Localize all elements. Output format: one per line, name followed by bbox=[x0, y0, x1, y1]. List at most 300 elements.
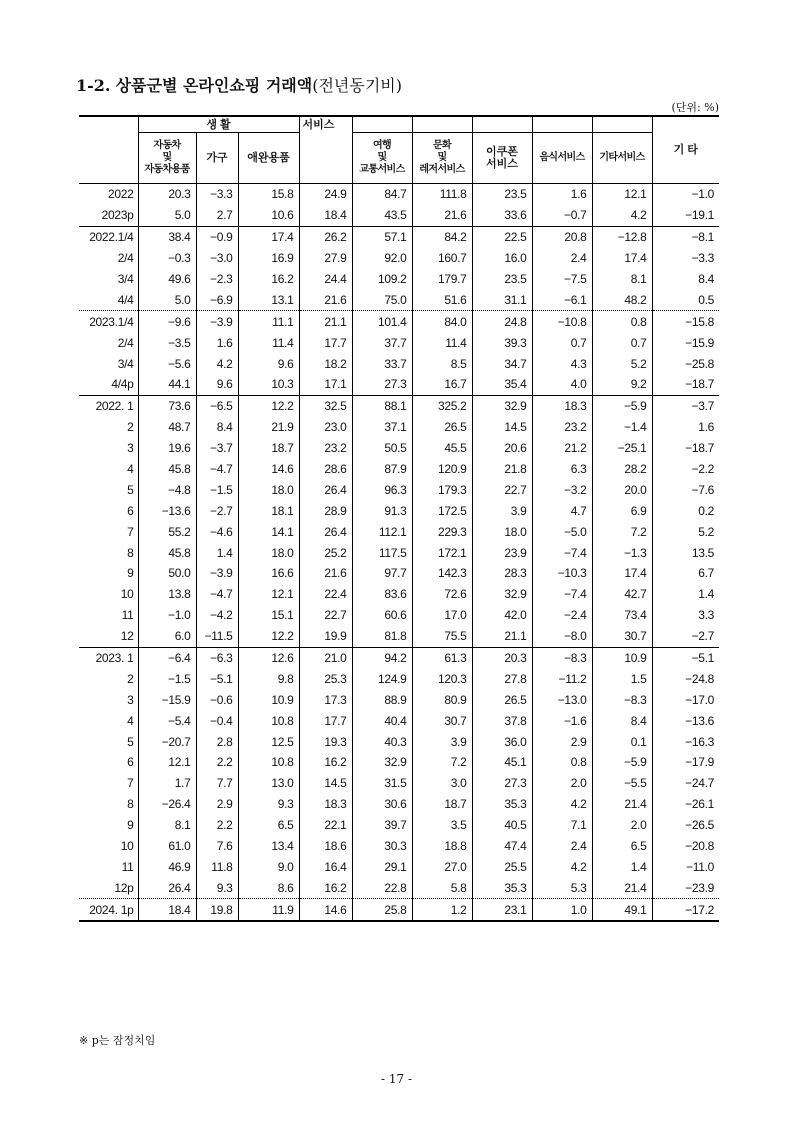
row-label: 10 bbox=[79, 836, 138, 857]
table-cell: 43.5 bbox=[352, 205, 412, 226]
table-cell: 8.4 bbox=[592, 710, 652, 731]
table-cell: 84.7 bbox=[352, 184, 412, 205]
table-cell: −6.3 bbox=[196, 647, 238, 668]
table-row bbox=[79, 731, 719, 752]
table-cell: 16.6 bbox=[238, 563, 299, 584]
table-cell: −25.1 bbox=[592, 438, 652, 459]
table-row bbox=[79, 689, 719, 710]
table-cell: 6.9 bbox=[592, 500, 652, 521]
row-label: 2022. 1 bbox=[79, 395, 138, 416]
table-row bbox=[79, 226, 719, 247]
table-cell: 21.1 bbox=[299, 311, 352, 332]
table-cell: −3.3 bbox=[196, 184, 238, 205]
table-row bbox=[79, 668, 719, 689]
table-cell: 20.0 bbox=[592, 479, 652, 500]
table-cell: 27.0 bbox=[412, 857, 472, 878]
table-cell: 16.2 bbox=[299, 877, 352, 898]
header-ecoupon bbox=[472, 133, 532, 184]
table-cell: −3.0 bbox=[196, 248, 238, 269]
table-cell: 23.0 bbox=[299, 417, 352, 438]
table-cell: 21.8 bbox=[472, 459, 532, 480]
table-cell: 87.9 bbox=[352, 459, 412, 480]
table-cell: 18.0 bbox=[472, 521, 532, 542]
table-cell: 30.7 bbox=[592, 626, 652, 647]
table-cell: 88.9 bbox=[352, 689, 412, 710]
table-cell: 26.5 bbox=[472, 689, 532, 710]
table-cell: 31.5 bbox=[352, 773, 412, 794]
table-cell: −5.5 bbox=[592, 773, 652, 794]
table-cell: 8.5 bbox=[412, 353, 472, 374]
table-cell: 23.1 bbox=[472, 899, 532, 921]
header-culture-line1: 문화 bbox=[432, 140, 452, 151]
table-cell: 45.8 bbox=[138, 542, 196, 563]
table-cell: 10.8 bbox=[238, 710, 299, 731]
table-cell: 13.8 bbox=[138, 584, 196, 605]
table-cell: −3.7 bbox=[652, 395, 719, 416]
table-cell: −4.7 bbox=[196, 584, 238, 605]
table-cell: −24.7 bbox=[652, 773, 719, 794]
table-cell: 172.5 bbox=[412, 500, 472, 521]
table-row bbox=[79, 773, 719, 794]
table-cell: −7.6 bbox=[652, 479, 719, 500]
table-cell: 49.6 bbox=[138, 269, 196, 290]
table-cell: 13.4 bbox=[238, 836, 299, 857]
row-label: 3/4 bbox=[79, 353, 138, 374]
table-cell: 3.0 bbox=[412, 773, 472, 794]
table-row bbox=[79, 248, 719, 269]
table-row bbox=[79, 438, 719, 459]
row-label: 7 bbox=[79, 521, 138, 542]
row-label: 12 bbox=[79, 626, 138, 647]
table-cell: 124.9 bbox=[352, 668, 412, 689]
table-cell: −15.9 bbox=[652, 332, 719, 353]
table-cell: 5.2 bbox=[652, 521, 719, 542]
table-cell: −10.3 bbox=[532, 563, 592, 584]
table-cell: 14.6 bbox=[238, 459, 299, 480]
table-cell: 25.2 bbox=[299, 542, 352, 563]
header-otherservice: 기타서비스 bbox=[592, 133, 652, 184]
table-cell: 45.8 bbox=[138, 459, 196, 480]
table-row bbox=[79, 563, 719, 584]
table-cell: −16.3 bbox=[652, 731, 719, 752]
table-cell: 1.4 bbox=[652, 584, 719, 605]
table-cell: 7.7 bbox=[196, 773, 238, 794]
table-cell: 16.2 bbox=[299, 752, 352, 773]
table-cell: −3.3 bbox=[652, 248, 719, 269]
table-cell: 51.6 bbox=[412, 289, 472, 310]
table-cell: −2.7 bbox=[196, 500, 238, 521]
row-label: 2023. 1 bbox=[79, 647, 138, 668]
table-cell: −15.8 bbox=[652, 311, 719, 332]
table-row bbox=[79, 794, 719, 815]
table-cell: 229.3 bbox=[412, 521, 472, 542]
table-cell: −20.8 bbox=[652, 836, 719, 857]
table-cell: 14.5 bbox=[299, 773, 352, 794]
table-cell: 8.4 bbox=[196, 417, 238, 438]
table-cell: −2.2 bbox=[652, 459, 719, 480]
row-label: 2/4 bbox=[79, 332, 138, 353]
table-cell: 35.3 bbox=[472, 877, 532, 898]
row-label: 4/4p bbox=[79, 374, 138, 395]
header-travel bbox=[352, 133, 412, 184]
row-label: 5 bbox=[79, 479, 138, 500]
table-cell: 15.8 bbox=[238, 184, 299, 205]
table-cell: 9.6 bbox=[196, 374, 238, 395]
table-cell: 14.1 bbox=[238, 521, 299, 542]
header-service-span-2 bbox=[412, 116, 472, 133]
table-cell: 19.3 bbox=[299, 731, 352, 752]
table-cell: −8.3 bbox=[532, 647, 592, 668]
table-cell: 30.7 bbox=[412, 710, 472, 731]
row-label: 4/4 bbox=[79, 289, 138, 310]
table-cell: 28.2 bbox=[592, 459, 652, 480]
table-cell: 2.9 bbox=[196, 794, 238, 815]
table-cell: 40.4 bbox=[352, 710, 412, 731]
table-row bbox=[79, 647, 719, 668]
table-row bbox=[79, 332, 719, 353]
table-cell: 21.6 bbox=[299, 289, 352, 310]
table-cell: 80.9 bbox=[412, 689, 472, 710]
table-cell: −26.1 bbox=[652, 794, 719, 815]
table-cell: −1.4 bbox=[592, 417, 652, 438]
table-cell: 18.0 bbox=[238, 542, 299, 563]
table-row bbox=[79, 289, 719, 310]
table-cell: −5.0 bbox=[532, 521, 592, 542]
table-cell: 13.0 bbox=[238, 773, 299, 794]
table-cell: 32.5 bbox=[299, 395, 352, 416]
row-label: 3 bbox=[79, 689, 138, 710]
table-cell: 9.6 bbox=[238, 353, 299, 374]
table-cell: 17.4 bbox=[592, 248, 652, 269]
table-cell: 16.0 bbox=[472, 248, 532, 269]
table-cell: −2.7 bbox=[652, 626, 719, 647]
table-cell: −5.9 bbox=[592, 395, 652, 416]
table-cell: 31.1 bbox=[472, 289, 532, 310]
table-cell: 10.9 bbox=[592, 647, 652, 668]
table-cell: 73.6 bbox=[138, 395, 196, 416]
table-cell: 40.3 bbox=[352, 731, 412, 752]
table-cell: 18.1 bbox=[238, 500, 299, 521]
table-cell: 39.7 bbox=[352, 815, 412, 836]
table-cell: 28.6 bbox=[299, 459, 352, 480]
table-cell: −1.6 bbox=[532, 710, 592, 731]
table-row bbox=[79, 836, 719, 857]
table-cell: −7.5 bbox=[532, 269, 592, 290]
table-cell: −15.9 bbox=[138, 689, 196, 710]
table-cell: −7.4 bbox=[532, 542, 592, 563]
table-cell: 12.2 bbox=[238, 626, 299, 647]
table-cell: −6.5 bbox=[196, 395, 238, 416]
table-cell: 17.4 bbox=[592, 563, 652, 584]
header-culture bbox=[412, 133, 472, 184]
table-cell: −6.9 bbox=[196, 289, 238, 310]
table-cell: 37.7 bbox=[352, 332, 412, 353]
table-cell: 40.5 bbox=[472, 815, 532, 836]
table-cell: 5.2 bbox=[592, 353, 652, 374]
table-cell: 55.2 bbox=[138, 521, 196, 542]
table-cell: 120.9 bbox=[412, 459, 472, 480]
table-cell: 24.4 bbox=[299, 269, 352, 290]
table-cell: −3.9 bbox=[196, 563, 238, 584]
table-cell: 92.0 bbox=[352, 248, 412, 269]
table-row bbox=[79, 877, 719, 898]
table-cell: 17.0 bbox=[412, 605, 472, 626]
table-cell: 4.2 bbox=[592, 205, 652, 226]
table-cell: 60.6 bbox=[352, 605, 412, 626]
header-pet: 애완용품 bbox=[238, 133, 299, 184]
table-cell: 48.2 bbox=[592, 289, 652, 310]
table-row bbox=[79, 205, 719, 226]
row-label: 6 bbox=[79, 500, 138, 521]
table-cell: 22.5 bbox=[472, 226, 532, 247]
table-cell: 112.1 bbox=[352, 521, 412, 542]
table-cell: 325.2 bbox=[412, 395, 472, 416]
table-cell: 21.0 bbox=[299, 647, 352, 668]
table-cell: 50.5 bbox=[352, 438, 412, 459]
table-cell: 101.4 bbox=[352, 311, 412, 332]
table-cell: −17.9 bbox=[652, 752, 719, 773]
table-cell: 109.2 bbox=[352, 269, 412, 290]
table-cell: 2.8 bbox=[196, 731, 238, 752]
table-row bbox=[79, 395, 719, 416]
table-cell: 12.5 bbox=[238, 731, 299, 752]
header-culture-line2: 및 bbox=[437, 152, 447, 163]
table-cell: 16.7 bbox=[412, 374, 472, 395]
table-cell: −0.6 bbox=[196, 689, 238, 710]
row-label: 3 bbox=[79, 438, 138, 459]
table-cell: 1.4 bbox=[196, 542, 238, 563]
table-cell: 10.8 bbox=[238, 752, 299, 773]
table-cell: 142.3 bbox=[412, 563, 472, 584]
header-group-service: 서비스 bbox=[299, 116, 352, 133]
row-label: 3/4 bbox=[79, 269, 138, 290]
table-cell: 1.4 bbox=[592, 857, 652, 878]
table-cell: 14.6 bbox=[299, 899, 352, 921]
table-cell: 13.1 bbox=[238, 289, 299, 310]
table-cell: 7.1 bbox=[532, 815, 592, 836]
table-cell: 179.3 bbox=[412, 479, 472, 500]
table-cell: 27.3 bbox=[472, 773, 532, 794]
title-paren: (전년동기비) bbox=[312, 76, 402, 95]
table-cell: 33.6 bbox=[472, 205, 532, 226]
header-culture-line3: 레저서비스 bbox=[419, 164, 465, 175]
table-cell: 111.8 bbox=[412, 184, 472, 205]
table-row bbox=[79, 542, 719, 563]
table-cell: 20.3 bbox=[138, 184, 196, 205]
header-travel-line2: 및 bbox=[377, 152, 387, 163]
table-cell: 5.8 bbox=[412, 877, 472, 898]
table-cell: −5.9 bbox=[592, 752, 652, 773]
table-cell: 23.2 bbox=[532, 417, 592, 438]
table-cell: 37.8 bbox=[472, 710, 532, 731]
table-cell: 50.0 bbox=[138, 563, 196, 584]
row-label: 9 bbox=[79, 815, 138, 836]
header-service-span-3 bbox=[472, 116, 532, 133]
table-cell: 18.7 bbox=[238, 438, 299, 459]
table-cell: 10.6 bbox=[238, 205, 299, 226]
table-cell: 9.8 bbox=[238, 668, 299, 689]
table-cell: −7.4 bbox=[532, 584, 592, 605]
table-cell: 25.8 bbox=[352, 899, 412, 921]
table-cell: −0.3 bbox=[138, 248, 196, 269]
table-cell: 11.4 bbox=[238, 332, 299, 353]
table-cell: 32.9 bbox=[352, 752, 412, 773]
table-cell: 18.4 bbox=[299, 205, 352, 226]
table-cell: 48.7 bbox=[138, 417, 196, 438]
table-cell: 8.6 bbox=[238, 877, 299, 898]
row-label: 9 bbox=[79, 563, 138, 584]
row-label: 10 bbox=[79, 584, 138, 605]
table-row bbox=[79, 752, 719, 773]
table-cell: 23.5 bbox=[472, 184, 532, 205]
table-cell: 47.4 bbox=[472, 836, 532, 857]
table-cell: 25.3 bbox=[299, 668, 352, 689]
table-cell: 35.4 bbox=[472, 374, 532, 395]
table-cell: 10.3 bbox=[238, 374, 299, 395]
table-cell: −8.1 bbox=[652, 226, 719, 247]
table-cell: 6.5 bbox=[238, 815, 299, 836]
table-row bbox=[79, 374, 719, 395]
table-cell: 23.9 bbox=[472, 542, 532, 563]
table-cell: 88.1 bbox=[352, 395, 412, 416]
table-cell: 0.2 bbox=[652, 500, 719, 521]
table-cell: 17.7 bbox=[299, 332, 352, 353]
table-cell: 94.2 bbox=[352, 647, 412, 668]
table-cell: 35.3 bbox=[472, 794, 532, 815]
table-cell: 0.8 bbox=[532, 752, 592, 773]
table-cell: −19.1 bbox=[652, 205, 719, 226]
table-cell: 21.4 bbox=[592, 794, 652, 815]
table-cell: 5.3 bbox=[532, 877, 592, 898]
table-cell: 6.3 bbox=[532, 459, 592, 480]
table-cell: 49.1 bbox=[592, 899, 652, 921]
table-cell: 4.2 bbox=[532, 794, 592, 815]
table-cell: 117.5 bbox=[352, 542, 412, 563]
table-cell: 20.3 bbox=[472, 647, 532, 668]
table-cell: 0.7 bbox=[532, 332, 592, 353]
table-row bbox=[79, 605, 719, 626]
table-cell: 22.4 bbox=[299, 584, 352, 605]
table-cell: 11.8 bbox=[196, 857, 238, 878]
table-row bbox=[79, 815, 719, 836]
table-body bbox=[79, 184, 719, 922]
table-cell: 22.7 bbox=[472, 479, 532, 500]
header-ecoupon-line1: 이쿠폰 bbox=[486, 146, 518, 158]
table-cell: 9.3 bbox=[238, 794, 299, 815]
table-cell: 9.3 bbox=[196, 877, 238, 898]
table-cell: 97.7 bbox=[352, 563, 412, 584]
table-cell: −26.5 bbox=[652, 815, 719, 836]
table-row bbox=[79, 311, 719, 332]
table-cell: −1.0 bbox=[652, 184, 719, 205]
table-cell: 21.1 bbox=[472, 626, 532, 647]
title-main: 상품군별 온라인쇼핑 거래액 bbox=[115, 76, 313, 95]
row-label: 6 bbox=[79, 752, 138, 773]
table-cell: 28.9 bbox=[299, 500, 352, 521]
table-cell: 1.0 bbox=[532, 899, 592, 921]
table-cell: 61.3 bbox=[412, 647, 472, 668]
table-row bbox=[79, 353, 719, 374]
table-cell: −24.8 bbox=[652, 668, 719, 689]
header-food: 음식서비스 bbox=[532, 133, 592, 184]
table-cell: −4.6 bbox=[196, 521, 238, 542]
table-cell: 21.9 bbox=[238, 417, 299, 438]
table-cell: 26.4 bbox=[299, 479, 352, 500]
header-auto-line3: 자동차용품 bbox=[144, 164, 190, 175]
table-cell: 2.4 bbox=[532, 836, 592, 857]
table-cell: 19.9 bbox=[299, 626, 352, 647]
table-cell: −5.1 bbox=[652, 647, 719, 668]
table-row bbox=[79, 269, 719, 290]
header-etc: 기 타 bbox=[652, 116, 719, 184]
table-cell: −26.4 bbox=[138, 794, 196, 815]
table-cell: −3.7 bbox=[196, 438, 238, 459]
table-cell: 81.8 bbox=[352, 626, 412, 647]
header-travel-line3: 교통서비스 bbox=[359, 164, 405, 175]
table-cell: 179.7 bbox=[412, 269, 472, 290]
table-cell: 160.7 bbox=[412, 248, 472, 269]
unit-label: (단위: %) bbox=[671, 101, 719, 114]
table-cell: 5.0 bbox=[138, 289, 196, 310]
table-cell: 4.2 bbox=[532, 857, 592, 878]
table-cell: 18.4 bbox=[138, 899, 196, 921]
table-cell: −1.0 bbox=[138, 605, 196, 626]
table-cell: 6.0 bbox=[138, 626, 196, 647]
table-cell: 32.9 bbox=[472, 584, 532, 605]
table-cell: −17.0 bbox=[652, 689, 719, 710]
table-header bbox=[79, 116, 719, 184]
table-cell: 11.1 bbox=[238, 311, 299, 332]
table-cell: 1.7 bbox=[138, 773, 196, 794]
table-cell: 11.4 bbox=[412, 332, 472, 353]
table-cell: 36.0 bbox=[472, 731, 532, 752]
header-travel-line1: 여행 bbox=[372, 140, 392, 151]
table-cell: 23.5 bbox=[472, 269, 532, 290]
table-cell: 22.1 bbox=[299, 815, 352, 836]
table-cell: 19.6 bbox=[138, 438, 196, 459]
table-cell: 18.7 bbox=[412, 794, 472, 815]
table-cell: −0.9 bbox=[196, 226, 238, 247]
table-cell: 44.1 bbox=[138, 374, 196, 395]
table-cell: 72.6 bbox=[412, 584, 472, 605]
table-cell: −2.3 bbox=[196, 269, 238, 290]
table-cell: 39.3 bbox=[472, 332, 532, 353]
header-furniture: 가구 bbox=[196, 133, 238, 184]
table-row bbox=[79, 184, 719, 205]
table-row bbox=[79, 521, 719, 542]
table-cell: −20.7 bbox=[138, 731, 196, 752]
table-cell: 84.2 bbox=[412, 226, 472, 247]
table-cell: 18.8 bbox=[412, 836, 472, 857]
table-cell: 29.1 bbox=[352, 857, 412, 878]
table-cell: −18.7 bbox=[652, 374, 719, 395]
table-cell: 22.7 bbox=[299, 605, 352, 626]
table-cell: −12.8 bbox=[592, 226, 652, 247]
table-cell: 7.6 bbox=[196, 836, 238, 857]
table-cell: 0.7 bbox=[592, 332, 652, 353]
row-label: 8 bbox=[79, 542, 138, 563]
table-cell: 10.9 bbox=[238, 689, 299, 710]
table-cell: 1.2 bbox=[412, 899, 472, 921]
table-cell: 12.6 bbox=[238, 647, 299, 668]
row-label: 2023p bbox=[79, 205, 138, 226]
table-cell: −17.2 bbox=[652, 899, 719, 921]
table-cell: 14.5 bbox=[472, 417, 532, 438]
table-cell: −3.5 bbox=[138, 332, 196, 353]
table-cell: 22.8 bbox=[352, 877, 412, 898]
table-cell: 12.2 bbox=[238, 395, 299, 416]
table-cell: −3.9 bbox=[196, 311, 238, 332]
